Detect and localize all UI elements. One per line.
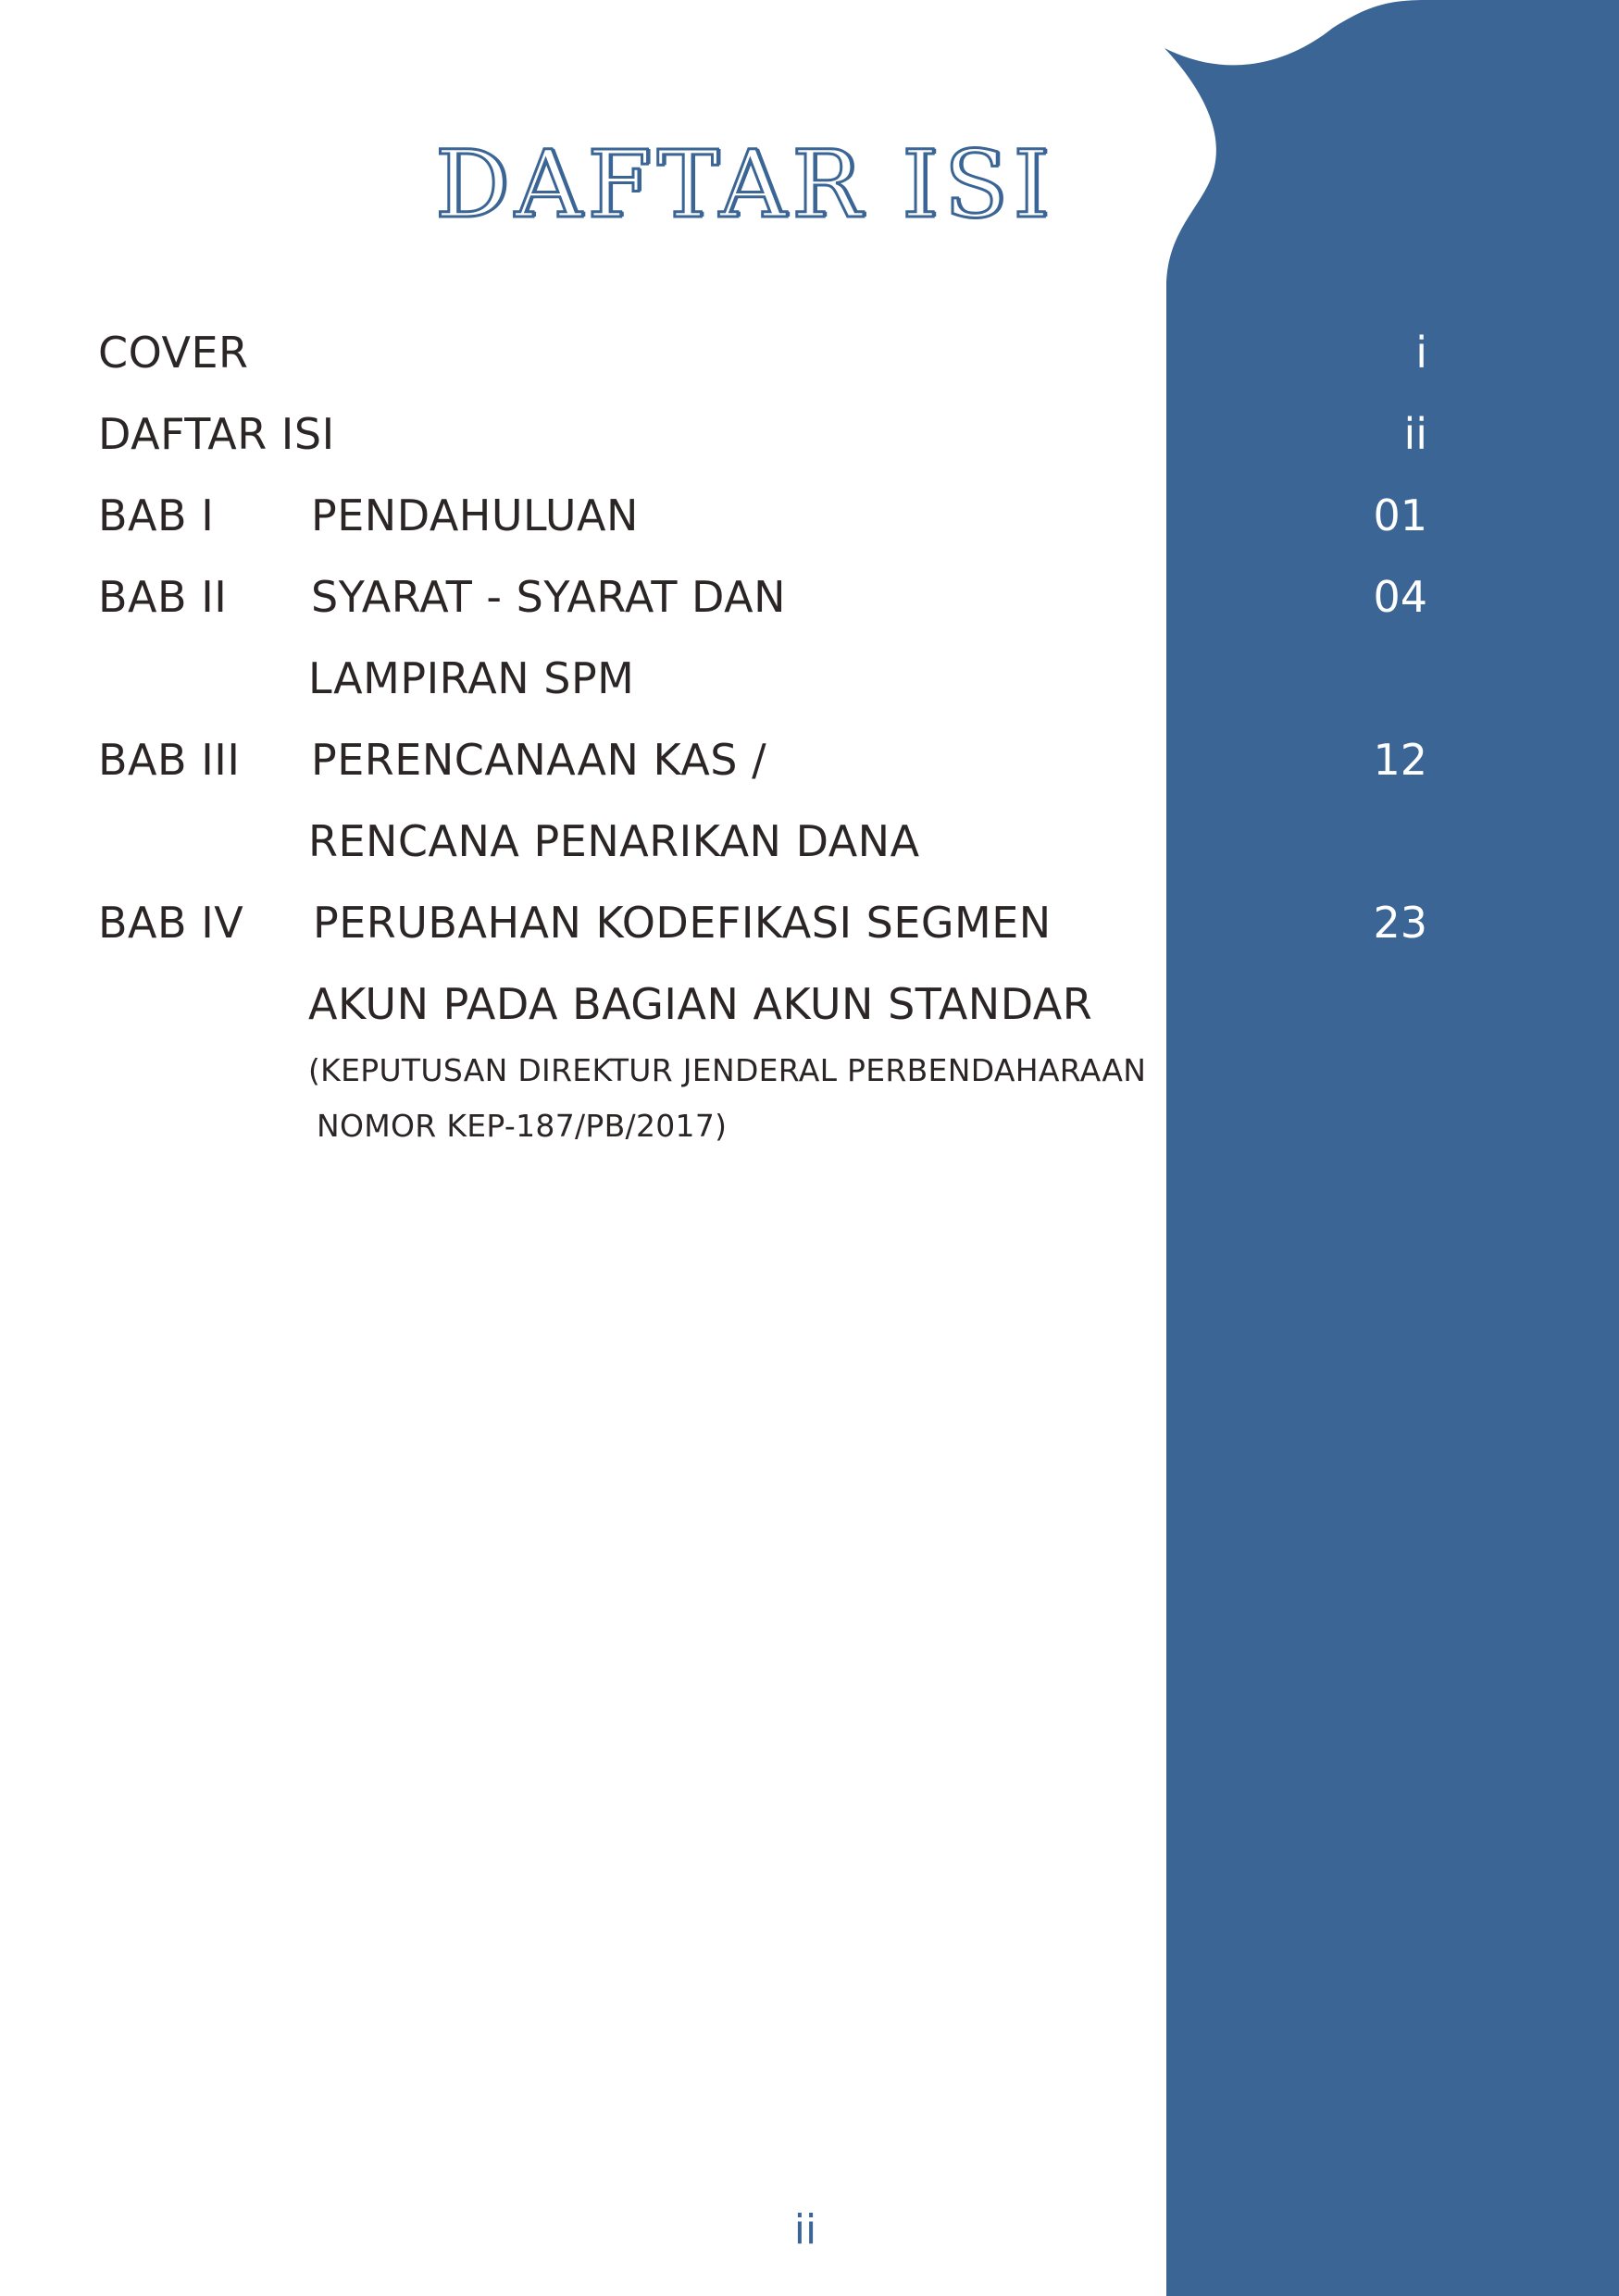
toc-bab2-title-line1: SYARAT - SYARAT DAN [311, 572, 787, 622]
toc-bab1-title: PENDAHULUAN [311, 490, 639, 540]
toc-bab1-number: BAB I [98, 490, 215, 540]
toc-bab3-number: BAB III [98, 735, 241, 785]
toc-bab3-title-line1: PERENCANAAN KAS / [311, 735, 767, 785]
toc-entry-cover-label: COVER [98, 328, 249, 378]
toc-entry-daftar-isi-page: ii [1403, 409, 1427, 459]
toc-bab4-note-line2: NOMOR KEP-187/PB/2017) [317, 1108, 728, 1144]
toc-bab3-page: 12 [1373, 735, 1427, 785]
toc-bab3-title-line2: RENCANA PENARIKAN DANA [308, 816, 920, 866]
toc-bab4-page: 23 [1373, 898, 1427, 948]
toc-bab4-number: BAB IV [98, 898, 244, 948]
toc-bab2-title-line2: LAMPIRAN SPM [308, 653, 635, 703]
toc-bab1-page: 01 [1373, 490, 1427, 540]
toc-bab2-number: BAB II [98, 572, 228, 622]
page-number: ii [793, 2206, 817, 2253]
toc-bab4-note-line1: (KEPUTUSAN DIREKTUR JENDERAL PERBENDAHARAAN [308, 1052, 1147, 1088]
page-title: DAFTAR ISI [435, 130, 1055, 239]
toc-bab2-page: 04 [1373, 572, 1427, 622]
toc-entry-daftar-isi-label: DAFTAR ISI [98, 409, 335, 459]
toc-bab4-title-line1: PERUBAHAN KODEFIKASI SEGMEN [313, 898, 1052, 948]
toc-entry-cover-page: i [1415, 328, 1427, 378]
toc-bab4-title-line2: AKUN PADA BAGIAN AKUN STANDAR [308, 979, 1093, 1029]
